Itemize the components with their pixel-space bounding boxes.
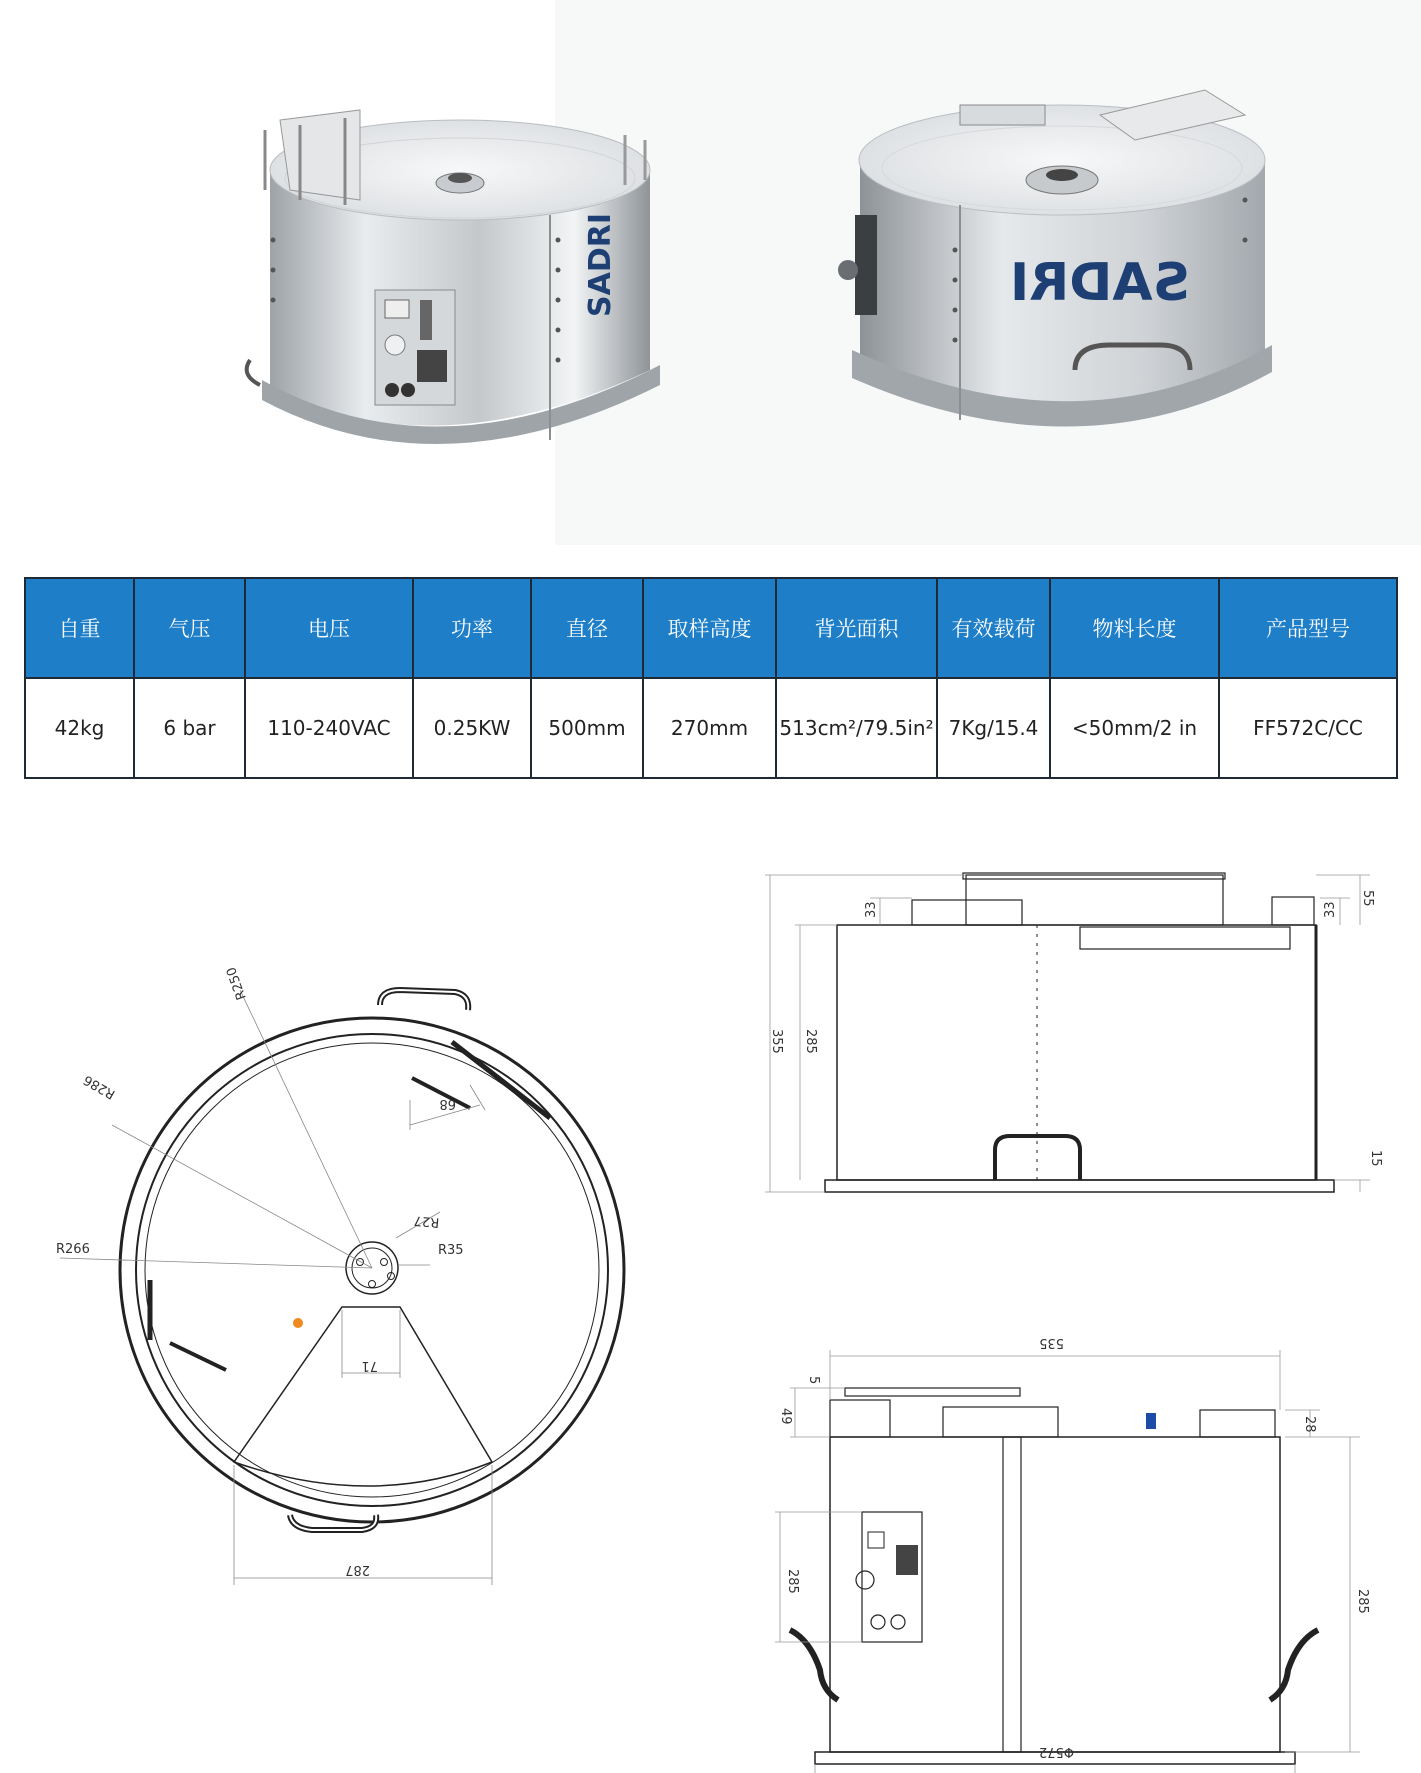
value-pick-height: 270mm — [643, 678, 776, 778]
value-backlight-area: 513cm²/79.5in² — [776, 678, 937, 778]
top-view-dimensions — [56, 965, 464, 1577]
dim-side-15: 15 — [1368, 1150, 1383, 1167]
header-model: 产品型号 — [1219, 578, 1397, 678]
value-voltage: 110-240VAC — [245, 678, 413, 778]
value-air-pressure: 6 bar — [134, 678, 245, 778]
dim-side-285: 285 — [803, 1029, 818, 1054]
dim-side-33-left: 33 — [864, 901, 879, 918]
spec-table — [24, 577, 1398, 779]
dim-71: 71 — [361, 1358, 378, 1373]
value-diameter: 500mm — [531, 678, 643, 778]
top-view-drawing — [60, 990, 624, 1585]
spec-header-row — [25, 578, 1397, 678]
value-power: 0.25KW — [413, 678, 531, 778]
dim-r35: R35 — [438, 1243, 464, 1258]
technical-drawings — [0, 820, 1421, 1773]
dim-front-49: 49 — [778, 1408, 793, 1425]
header-payload: 有效载荷 — [937, 578, 1050, 678]
spec-value-row — [25, 678, 1397, 778]
product-photos — [0, 0, 1421, 545]
brand-logo-left: SADRI — [583, 213, 618, 317]
dim-front-5: 5 — [806, 1376, 821, 1385]
dim-287: 287 — [345, 1562, 370, 1577]
header-diameter: 直径 — [531, 578, 643, 678]
header-backlight-area: 背光面积 — [776, 578, 937, 678]
dim-r286: R286 — [81, 1071, 118, 1102]
dim-front-28: 28 — [1302, 1416, 1317, 1433]
header-air-pressure: 气压 — [134, 578, 245, 678]
value-weight: 42kg — [25, 678, 134, 778]
dim-front-535: 535 — [1039, 1335, 1064, 1350]
dim-r250: R250 — [224, 964, 250, 1002]
front-view-dimensions — [778, 1335, 1370, 1759]
dim-r266: R266 — [56, 1242, 90, 1257]
dim-68: 68 — [439, 1096, 456, 1111]
brand-logo-right: SADRI — [1009, 253, 1191, 313]
dim-side-355: 355 — [769, 1029, 784, 1054]
header-weight: 自重 — [25, 578, 134, 678]
front-view-drawing — [775, 1350, 1360, 1773]
dim-front-285-body: 285 — [1355, 1589, 1370, 1614]
header-voltage: 电压 — [245, 578, 413, 678]
dim-r27: R27 — [413, 1212, 440, 1230]
header-pick-height: 取样高度 — [643, 578, 776, 678]
dim-front-285-panel: 285 — [785, 1569, 800, 1594]
dim-side-55: 55 — [1360, 890, 1375, 907]
header-power: 功率 — [413, 578, 531, 678]
header-material-length: 物料长度 — [1050, 578, 1219, 678]
feeder-photo-left — [247, 110, 660, 444]
dim-side-33-right: 33 — [1323, 901, 1338, 918]
dim-front-phi572: Φ572 — [1038, 1744, 1074, 1759]
value-material-length: <50mm/2 in — [1050, 678, 1219, 778]
feeder-photo-right — [838, 90, 1272, 427]
value-model: FF572C/CC — [1219, 678, 1397, 778]
side-view-drawing — [765, 873, 1370, 1192]
side-view-dimensions — [769, 890, 1383, 1167]
value-payload: 7Kg/15.4 — [937, 678, 1050, 778]
